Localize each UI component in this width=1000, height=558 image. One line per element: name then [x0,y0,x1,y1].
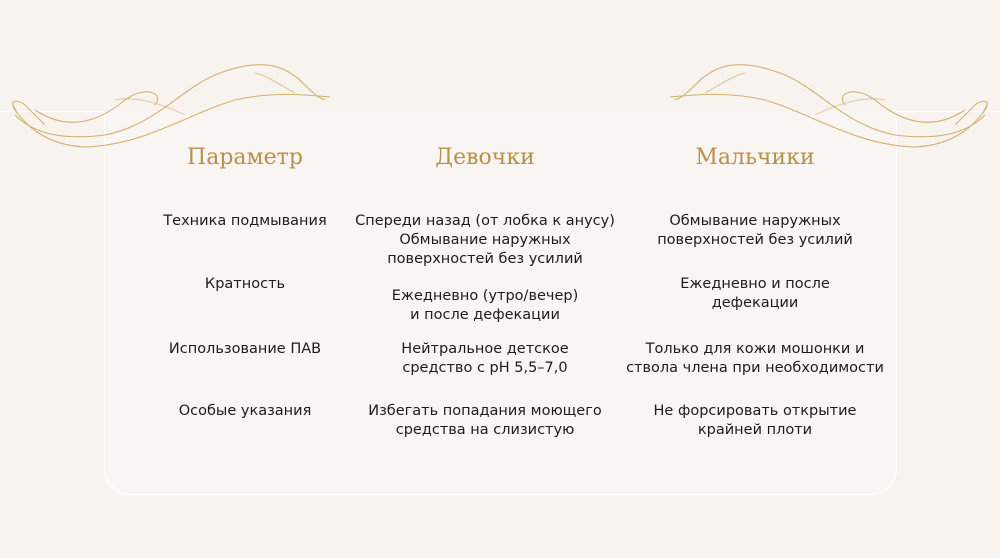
girls-cell: Спереди назад (от лобка к анусу) Обмывание наружных поверхностей без усилий [355,213,615,267]
param-cell: Кратность [204,276,286,292]
girls-cell: Ежедневно (утро/вечер) и после дефекации [391,288,579,323]
boys-cell: Обмывание наружных поверхностей без усилий [657,213,853,248]
param-cell: Техника подмывания [163,213,327,229]
girls-cell: Избегать попадания моющего средства на слизистую [368,403,602,438]
header-boys: Мальчики [695,145,815,170]
boys-cell: Только для кожи мошонки и ствола члена при необходимости [626,341,884,376]
boys-cell: Не форсировать открытие крайней плоти [653,403,857,438]
header-parameter: Параметр [187,145,303,170]
header-girls: Девочки [435,145,535,170]
girls-cell: Нейтральное детское средство с pH 5,5–7,0 [401,341,569,376]
boys-cell: Ежедневно и после дефекации [680,276,830,311]
param-cell: Использование ПАВ [168,341,322,357]
param-cell: Особые указания [178,403,312,419]
